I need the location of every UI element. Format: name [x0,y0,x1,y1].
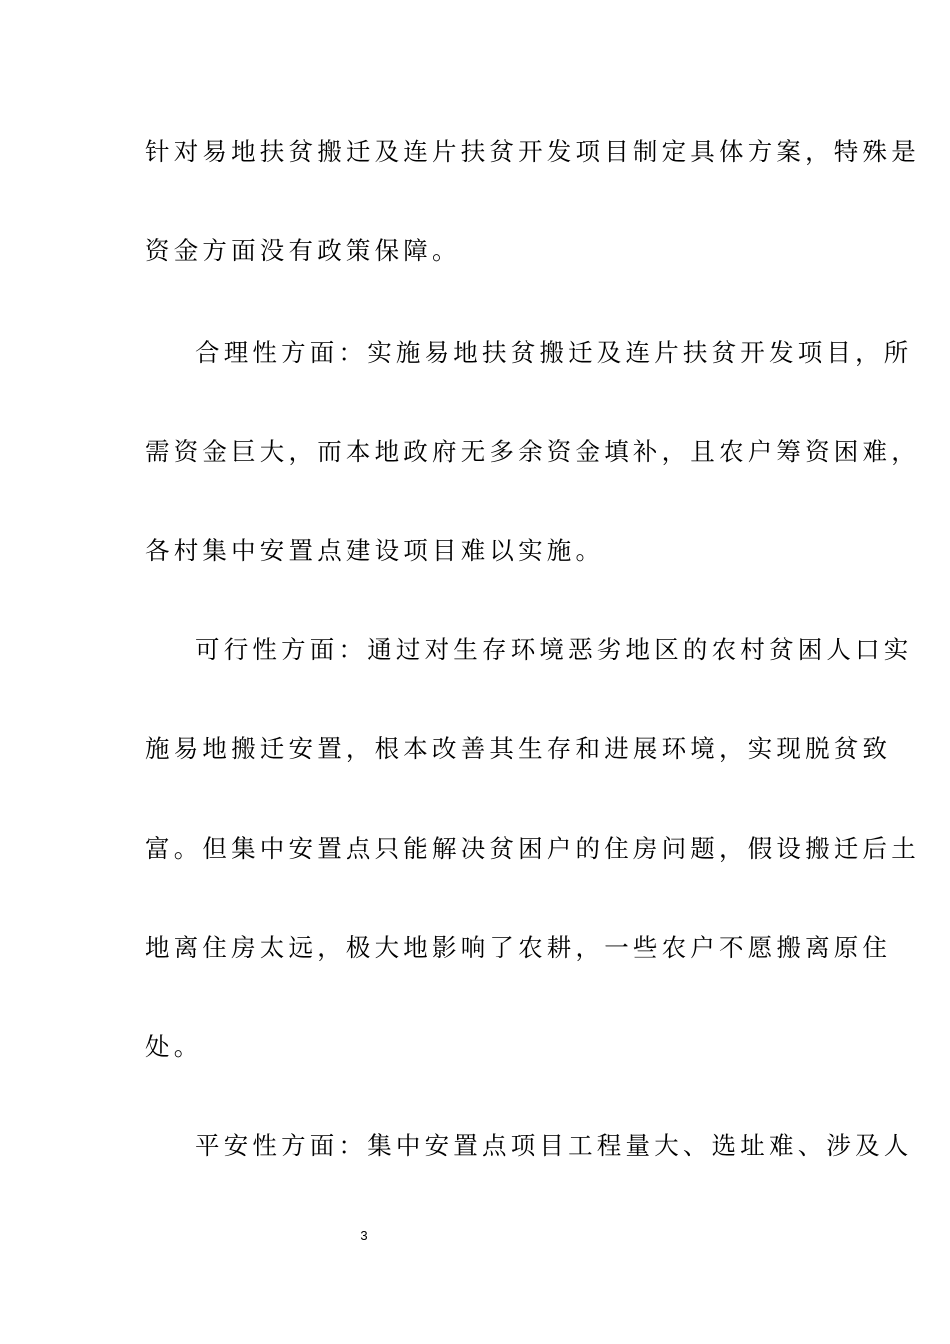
paragraph-start-line: 合理性方面：实施易地扶贫搬迁及连片扶贫开发项目，所 [195,338,913,367]
body-text-line: 资金方面没有政策保障。 [145,236,461,265]
paragraph-start-line: 平安性方面：集中安置点项目工程量大、选址难、涉及人 [195,1131,913,1160]
paragraph-start-line: 可行性方面：通过对生存环境恶劣地区的农村贫困人口实 [195,635,913,664]
body-text-line: 需资金巨大，而本地政府无多余资金填补，且农户筹资困难， [145,437,920,466]
page-number: 3 [360,1228,368,1243]
body-text-line: 针对易地扶贫搬迁及连片扶贫开发项目制定具体方案，特殊是 [145,137,920,166]
body-text-line: 富。但集中安置点只能解决贫困户的住房问题，假设搬迁后土 [145,834,920,863]
body-text-line: 施易地搬迁安置，根本改善其生存和进展环境，实现脱贫致 [145,734,892,763]
body-text-line: 各村集中安置点建设项目难以实施。 [145,536,605,565]
body-text-line: 处。 [145,1032,203,1061]
body-text-line: 地离住房太远，极大地影响了农耕，一些农户不愿搬离原住 [145,933,892,962]
